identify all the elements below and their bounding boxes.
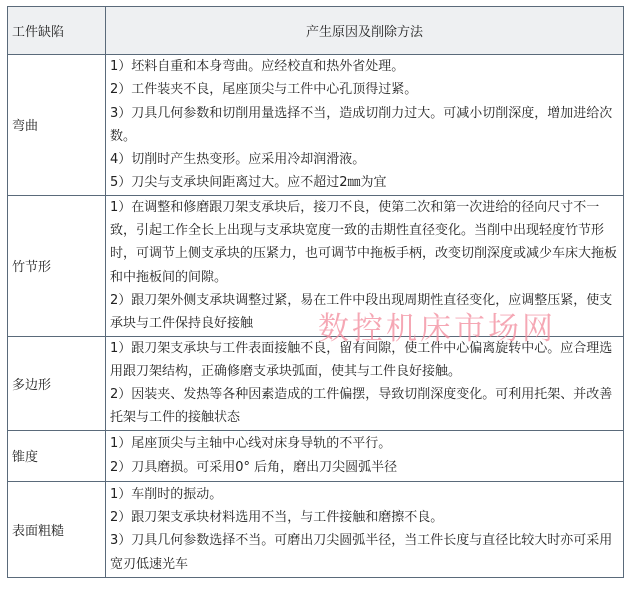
description-line: 3）刀具几何参数选择不当。可磨出刀尖圆弧半径，当工件长度与直径比较大时亦可采用宽刃低速光车 xyxy=(110,533,613,572)
description-line: 2）因装夹、发热等各种因素造成的工件偏摆，导致切削深度变化。可利用托架、并改善托架与工件的接触状态 xyxy=(110,387,613,426)
table-row xyxy=(8,195,624,336)
defects-table xyxy=(7,6,624,578)
description-line: 1）尾座顶尖与主轴中心线对床身导轨的不平行。 xyxy=(110,436,392,452)
table-row xyxy=(8,336,624,430)
defect-name: 弯曲 xyxy=(8,55,106,196)
description-line: 3）刀具几何参数和切削用量选择不当，造成切削力过大。可减小切削深度，增加进给次数。 xyxy=(110,105,613,144)
defect-description xyxy=(106,195,624,336)
description-line: 2）跟刀架支承块材料选用不当，与工件接触和磨擦不良。 xyxy=(110,509,444,525)
table-row xyxy=(8,430,624,481)
watermark: 数控机床市场网 xyxy=(318,311,556,347)
defect-description xyxy=(106,55,624,196)
description-line: 2）跟刀架外侧支承块调整过紧，易在工件中段出现周期性直径变化，应调整压紧，使支承块与工件保持良好接触 xyxy=(110,292,613,332)
description-line: 2）工件装夹不良，尾座顶尖与工件中心孔顶得过紧。 xyxy=(110,82,418,98)
defect-description xyxy=(106,336,624,430)
defect-name: 多边形 xyxy=(8,336,106,430)
description-line: 1）车削时的振动。 xyxy=(110,486,223,502)
header-defect: 工件缺陷 xyxy=(8,7,106,55)
description-line: 2）刀具磨损。可采用0° 后角，磨出刀尖圆弧半径 xyxy=(110,459,398,475)
description-line: 1）在调整和修磨跟刀架支承块后，接刀不良，使第二次和第一次进给的径向尺寸不一致，引起工作全长上出现与支承块宽度一致的击期性直径变化。当削中出现轻度竹节形时，可调节上侧支承块的压紧力，也可调节中拖板手柄，改变切削深度或减少车床大拖板和中拖板间的间隙。 xyxy=(110,199,618,285)
defect-name: 表面粗糙 xyxy=(8,481,106,577)
defect-name: 锥度 xyxy=(8,430,106,481)
header-method: 产生原因及削除方法 xyxy=(106,7,624,55)
description-line: 4）切削时产生热变形。应采用冷却润滑液。 xyxy=(110,152,366,168)
description-line: 1）跟刀架支承块与工件表面接触不良，留有间隙，使工件中心偏离旋转中心。应合理选用跟刀架结构，正确修磨支承块弧面，使其与工件良好接触。 xyxy=(110,340,613,379)
description-line: 5）刀尖与支承块间距离过大。应不超过2㎜为宜 xyxy=(110,175,387,191)
defect-name: 竹节形 xyxy=(8,195,106,336)
defect-description xyxy=(106,481,624,577)
table-row xyxy=(8,481,624,577)
description-line: 1）坯料自重和本身弯曲。应经校直和热外省处理。 xyxy=(110,59,405,74)
defect-description xyxy=(106,430,624,481)
table-row xyxy=(8,55,624,196)
header-row xyxy=(8,7,624,55)
